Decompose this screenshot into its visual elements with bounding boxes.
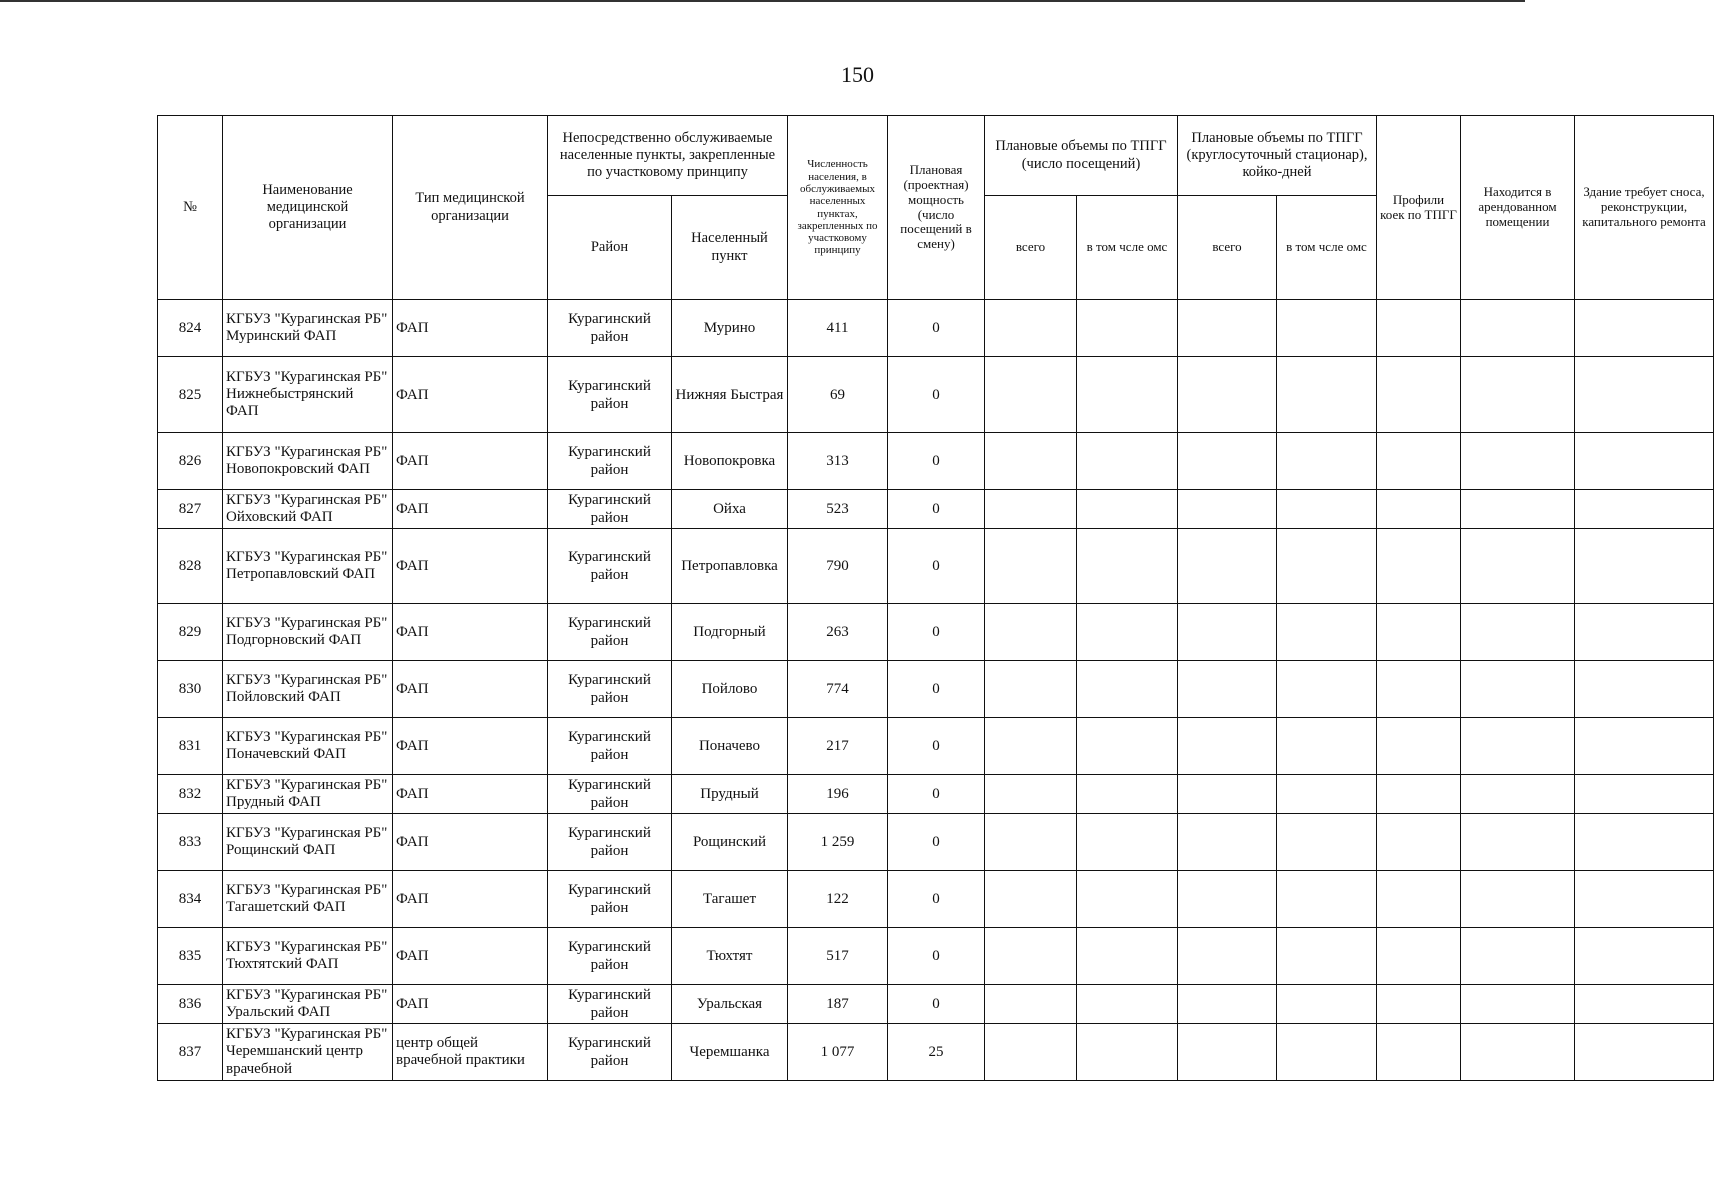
cell-visits-total (985, 985, 1077, 1024)
cell-org-name: КГБУЗ "Курагинская РБ" Тюхтятский ФАП (223, 928, 393, 985)
cell-visits-oms (1077, 604, 1178, 661)
cell-visits-oms (1077, 985, 1178, 1024)
cell-population: 313 (788, 433, 888, 490)
cell-bed-profiles (1377, 604, 1461, 661)
cell-building (1575, 775, 1714, 814)
cell-visits-total (985, 775, 1077, 814)
cell-bed-profiles (1377, 775, 1461, 814)
cell-population: 790 (788, 529, 888, 604)
cell-org-type: ФАП (393, 871, 548, 928)
cell-org-name: КГБУЗ "Курагинская РБ" Черемшанский центр врачебной (223, 1024, 393, 1081)
cell-beds-oms (1277, 718, 1377, 775)
cell-settlement: Рощинский (672, 814, 788, 871)
header-beds: Плановые объемы по ТПГГ (круглосуточный стационар), койко-дней (1178, 116, 1377, 196)
cell-population: 69 (788, 357, 888, 433)
cell-bed-profiles (1377, 490, 1461, 529)
cell-visits-total (985, 661, 1077, 718)
cell-beds-total (1178, 871, 1277, 928)
cell-org-name: КГБУЗ "Курагинская РБ" Уральский ФАП (223, 985, 393, 1024)
table-row (158, 604, 1714, 661)
cell-beds-oms (1277, 661, 1377, 718)
table-row (158, 490, 1714, 529)
cell-num: 825 (158, 357, 223, 433)
cell-bed-profiles (1377, 661, 1461, 718)
cell-rented (1461, 490, 1575, 529)
cell-beds-oms (1277, 529, 1377, 604)
cell-population: 263 (788, 604, 888, 661)
cell-capacity: 0 (888, 490, 985, 529)
cell-org-type: ФАП (393, 985, 548, 1024)
cell-org-name: КГБУЗ "Курагинская РБ" Поначевский ФАП (223, 718, 393, 775)
top-rule (0, 0, 1525, 2)
cell-district: Курагинский район (548, 928, 672, 985)
cell-beds-total (1178, 529, 1277, 604)
table-row (158, 814, 1714, 871)
cell-building (1575, 928, 1714, 985)
cell-beds-total (1178, 661, 1277, 718)
cell-district: Курагинский район (548, 661, 672, 718)
cell-capacity: 0 (888, 357, 985, 433)
cell-rented (1461, 985, 1575, 1024)
cell-capacity: 0 (888, 300, 985, 357)
header-row-1 (158, 116, 1714, 196)
cell-beds-total (1178, 928, 1277, 985)
cell-rented (1461, 529, 1575, 604)
cell-bed-profiles (1377, 357, 1461, 433)
cell-population: 411 (788, 300, 888, 357)
cell-org-name: КГБУЗ "Курагинская РБ" Пойловский ФАП (223, 661, 393, 718)
cell-org-type: ФАП (393, 357, 548, 433)
cell-num: 828 (158, 529, 223, 604)
header-num: № (158, 116, 223, 300)
cell-org-name: КГБУЗ "Курагинская РБ" Нижнебыстрянский ФАП (223, 357, 393, 433)
cell-beds-oms (1277, 604, 1377, 661)
cell-visits-total (985, 928, 1077, 985)
cell-district: Курагинский район (548, 814, 672, 871)
cell-population: 196 (788, 775, 888, 814)
table-row (158, 928, 1714, 985)
cell-capacity: 0 (888, 928, 985, 985)
cell-building (1575, 357, 1714, 433)
cell-visits-oms (1077, 300, 1178, 357)
cell-visits-total (985, 300, 1077, 357)
header-visits-total: всего (985, 196, 1077, 300)
header-beds-oms: в том чсле омс (1277, 196, 1377, 300)
cell-num: 837 (158, 1024, 223, 1081)
header-settlement: Населенный пункт (672, 196, 788, 300)
cell-visits-oms (1077, 718, 1178, 775)
header-org-name: Наименование медицинской организации (223, 116, 393, 300)
cell-building (1575, 1024, 1714, 1081)
cell-num: 831 (158, 718, 223, 775)
cell-org-type: ФАП (393, 775, 548, 814)
cell-num: 833 (158, 814, 223, 871)
cell-num: 835 (158, 928, 223, 985)
cell-building (1575, 661, 1714, 718)
table-row (158, 300, 1714, 357)
cell-settlement: Пойлово (672, 661, 788, 718)
cell-beds-total (1178, 604, 1277, 661)
cell-visits-oms (1077, 1024, 1178, 1081)
cell-num: 824 (158, 300, 223, 357)
cell-visits-oms (1077, 928, 1178, 985)
cell-org-type: ФАП (393, 300, 548, 357)
cell-rented (1461, 775, 1575, 814)
cell-beds-total (1178, 985, 1277, 1024)
cell-rented (1461, 1024, 1575, 1081)
cell-bed-profiles (1377, 985, 1461, 1024)
cell-bed-profiles (1377, 433, 1461, 490)
cell-beds-total (1178, 433, 1277, 490)
cell-capacity: 25 (888, 1024, 985, 1081)
cell-beds-oms (1277, 871, 1377, 928)
cell-org-name: КГБУЗ "Курагинская РБ" Петропавловский ФАП (223, 529, 393, 604)
cell-building (1575, 529, 1714, 604)
cell-visits-oms (1077, 357, 1178, 433)
cell-visits-total (985, 490, 1077, 529)
cell-org-name: КГБУЗ "Курагинская РБ" Тагашетский ФАП (223, 871, 393, 928)
table-row (158, 357, 1714, 433)
table-row (158, 661, 1714, 718)
cell-org-type: ФАП (393, 490, 548, 529)
cell-beds-oms (1277, 814, 1377, 871)
cell-visits-total (985, 604, 1077, 661)
cell-beds-oms (1277, 300, 1377, 357)
cell-population: 774 (788, 661, 888, 718)
cell-capacity: 0 (888, 718, 985, 775)
cell-rented (1461, 718, 1575, 775)
table-row (158, 1024, 1714, 1081)
cell-bed-profiles (1377, 814, 1461, 871)
cell-org-type: ФАП (393, 529, 548, 604)
cell-rented (1461, 814, 1575, 871)
cell-population: 517 (788, 928, 888, 985)
cell-visits-total (985, 1024, 1077, 1081)
cell-capacity: 0 (888, 529, 985, 604)
cell-capacity: 0 (888, 604, 985, 661)
cell-beds-total (1178, 814, 1277, 871)
cell-org-name: КГБУЗ "Курагинская РБ" Новопокровский ФАП (223, 433, 393, 490)
table-row (158, 718, 1714, 775)
cell-rented (1461, 300, 1575, 357)
cell-rented (1461, 357, 1575, 433)
cell-district: Курагинский район (548, 718, 672, 775)
cell-building (1575, 433, 1714, 490)
cell-district: Курагинский район (548, 357, 672, 433)
table-row (158, 529, 1714, 604)
cell-capacity: 0 (888, 871, 985, 928)
cell-building (1575, 718, 1714, 775)
cell-settlement: Подгорный (672, 604, 788, 661)
cell-district: Курагинский район (548, 433, 672, 490)
header-building: Здание требует сноса, реконструкции, капитального ремонта (1575, 116, 1714, 300)
cell-org-type: ФАП (393, 718, 548, 775)
cell-beds-oms (1277, 1024, 1377, 1081)
cell-num: 832 (158, 775, 223, 814)
cell-settlement: Тюхтят (672, 928, 788, 985)
header-beds-total: всего (1178, 196, 1277, 300)
cell-beds-total (1178, 1024, 1277, 1081)
cell-district: Курагинский район (548, 985, 672, 1024)
header-district: Район (548, 196, 672, 300)
cell-population: 1 259 (788, 814, 888, 871)
cell-capacity: 0 (888, 814, 985, 871)
cell-beds-oms (1277, 357, 1377, 433)
header-visits: Плановые объемы по ТПГГ (число посещений) (985, 116, 1178, 196)
cell-district: Курагинский район (548, 300, 672, 357)
cell-visits-oms (1077, 871, 1178, 928)
cell-bed-profiles (1377, 928, 1461, 985)
header-served: Непосредственно обслуживаемые населенные пункты, закрепленные по участковому принципу (548, 116, 788, 196)
cell-num: 829 (158, 604, 223, 661)
cell-visits-total (985, 357, 1077, 433)
cell-building (1575, 871, 1714, 928)
table-row (158, 433, 1714, 490)
cell-org-name: КГБУЗ "Курагинская РБ" Ойховский ФАП (223, 490, 393, 529)
cell-num: 827 (158, 490, 223, 529)
header-org-type: Тип медицинской организации (393, 116, 548, 300)
cell-visits-total (985, 529, 1077, 604)
table-row (158, 871, 1714, 928)
cell-beds-oms (1277, 490, 1377, 529)
cell-bed-profiles (1377, 718, 1461, 775)
cell-rented (1461, 871, 1575, 928)
cell-bed-profiles (1377, 300, 1461, 357)
cell-org-name: КГБУЗ "Курагинская РБ" Муринский ФАП (223, 300, 393, 357)
cell-settlement: Поначево (672, 718, 788, 775)
cell-settlement: Прудный (672, 775, 788, 814)
cell-rented (1461, 928, 1575, 985)
cell-building (1575, 985, 1714, 1024)
cell-visits-oms (1077, 529, 1178, 604)
cell-num: 830 (158, 661, 223, 718)
cell-org-type: центр общей врачебной практики (393, 1024, 548, 1081)
cell-visits-total (985, 814, 1077, 871)
cell-org-type: ФАП (393, 433, 548, 490)
cell-settlement: Тагашет (672, 871, 788, 928)
header-population: Численность населения, в обслуживаемых населенных пунктах, закрепленных по участковому принципу (788, 116, 888, 300)
cell-population: 1 077 (788, 1024, 888, 1081)
cell-rented (1461, 604, 1575, 661)
cell-capacity: 0 (888, 433, 985, 490)
cell-beds-total (1178, 775, 1277, 814)
cell-num: 826 (158, 433, 223, 490)
cell-beds-oms (1277, 985, 1377, 1024)
cell-rented (1461, 661, 1575, 718)
facilities-table (157, 115, 1714, 1081)
cell-capacity: 0 (888, 775, 985, 814)
cell-building (1575, 300, 1714, 357)
header-capacity: Плановая (проектная) мощность (число посещений в смену) (888, 116, 985, 300)
page-number: 150 (841, 62, 874, 87)
cell-bed-profiles (1377, 871, 1461, 928)
cell-population: 187 (788, 985, 888, 1024)
cell-settlement: Уральская (672, 985, 788, 1024)
cell-building (1575, 814, 1714, 871)
cell-org-type: ФАП (393, 928, 548, 985)
header-visits-oms: в том чсле омс (1077, 196, 1178, 300)
cell-settlement: Ойха (672, 490, 788, 529)
cell-num: 834 (158, 871, 223, 928)
cell-visits-total (985, 433, 1077, 490)
cell-settlement: Мурино (672, 300, 788, 357)
cell-beds-total (1178, 490, 1277, 529)
cell-num: 836 (158, 985, 223, 1024)
cell-visits-oms (1077, 433, 1178, 490)
cell-population: 217 (788, 718, 888, 775)
cell-beds-oms (1277, 433, 1377, 490)
cell-district: Курагинский район (548, 1024, 672, 1081)
cell-settlement: Черемшанка (672, 1024, 788, 1081)
cell-visits-oms (1077, 661, 1178, 718)
cell-settlement: Петропавловка (672, 529, 788, 604)
cell-population: 122 (788, 871, 888, 928)
cell-visits-total (985, 871, 1077, 928)
cell-building (1575, 490, 1714, 529)
cell-settlement: Новопокровка (672, 433, 788, 490)
cell-population: 523 (788, 490, 888, 529)
cell-rented (1461, 433, 1575, 490)
header-bed-profiles: Профили коек по ТПГГ (1377, 116, 1461, 300)
cell-org-name: КГБУЗ "Курагинская РБ" Прудный ФАП (223, 775, 393, 814)
cell-visits-total (985, 718, 1077, 775)
table-row (158, 775, 1714, 814)
cell-capacity: 0 (888, 985, 985, 1024)
header-rented: Находится в арендованном помещении (1461, 116, 1575, 300)
cell-district: Курагинский район (548, 490, 672, 529)
cell-beds-oms (1277, 928, 1377, 985)
cell-capacity: 0 (888, 661, 985, 718)
cell-visits-oms (1077, 490, 1178, 529)
cell-org-name: КГБУЗ "Курагинская РБ" Подгорновский ФАП (223, 604, 393, 661)
cell-org-name: КГБУЗ "Курагинская РБ" Рощинский ФАП (223, 814, 393, 871)
cell-building (1575, 604, 1714, 661)
cell-org-type: ФАП (393, 661, 548, 718)
cell-beds-total (1178, 300, 1277, 357)
cell-beds-oms (1277, 775, 1377, 814)
cell-district: Курагинский район (548, 604, 672, 661)
cell-bed-profiles (1377, 1024, 1461, 1081)
cell-visits-oms (1077, 814, 1178, 871)
cell-beds-total (1178, 718, 1277, 775)
cell-district: Курагинский район (548, 529, 672, 604)
cell-org-type: ФАП (393, 604, 548, 661)
cell-org-type: ФАП (393, 814, 548, 871)
cell-settlement: Нижняя Быстрая (672, 357, 788, 433)
cell-beds-total (1178, 357, 1277, 433)
cell-bed-profiles (1377, 529, 1461, 604)
table-row (158, 985, 1714, 1024)
cell-visits-oms (1077, 775, 1178, 814)
cell-district: Курагинский район (548, 775, 672, 814)
cell-district: Курагинский район (548, 871, 672, 928)
